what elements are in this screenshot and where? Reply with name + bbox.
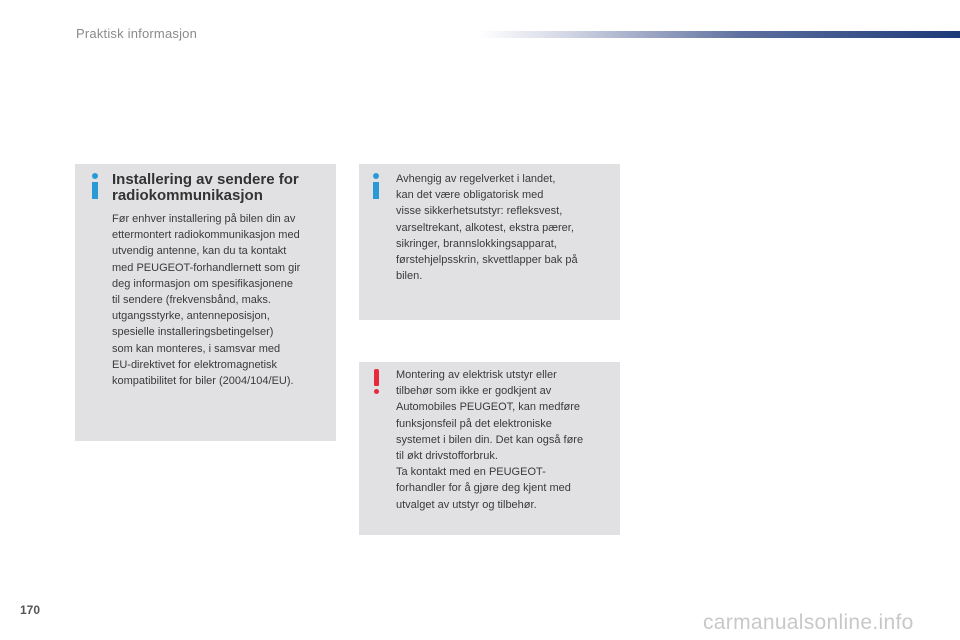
watermark: carmanualsonline.info xyxy=(703,611,914,634)
box-body-text: Før enhver installering på bilen din av ettermontert radiokommunikasjon med utvendig antenne, kan du ta kontakt med PEUGEOT-forhandlernett som gir deg informasjon om spesifikasjonene til sendere (frekvensbånd, maks. utgangsstyrke, antenneposisjon, spesielle installeringsbetingelser) som kan monteres, i samsvar med EU-direktivet for elektromagnetisk kompatibilitet for biler (2004/104/EU). xyxy=(112,213,301,388)
radio-transmitter-info-box xyxy=(75,164,336,441)
box-body-text: Avhengig av regelverket i landet, kan det være obligatorisk med visse sikkerhetsutstyr: refleksvest, varseltrekant, alkotest, ekstra pærer, sikringer, brannslokkingsapparat, førstehjelpsskrin, skvettlapper bak på bilen. xyxy=(396,173,578,283)
section-title: Praktisk informasjon xyxy=(76,26,198,41)
info-icon xyxy=(89,173,101,201)
box-body-text: Montering av elektrisk utstyr eller tilbehør som ikke er godkjent av Automobiles PEUGEOT, kan medføre funksjonsfeil på det elektroniske systemet i bilen din. Det kan også føre til økt drivstofforbruk. Ta kontakt med en PEUGEOT- forhandler for å gjøre deg kjent med utvalget av utstyr og tilbehør. xyxy=(396,369,584,511)
info-icon xyxy=(370,173,382,201)
page-number: 170 xyxy=(20,603,41,617)
header-accent-bar xyxy=(478,31,960,38)
electrical-accessory-warning-box xyxy=(359,362,620,535)
safety-equipment-info-box xyxy=(359,164,620,320)
warning-icon xyxy=(371,369,383,397)
box-heading: Installering av sendere for radiokommunikasjon xyxy=(112,171,299,204)
